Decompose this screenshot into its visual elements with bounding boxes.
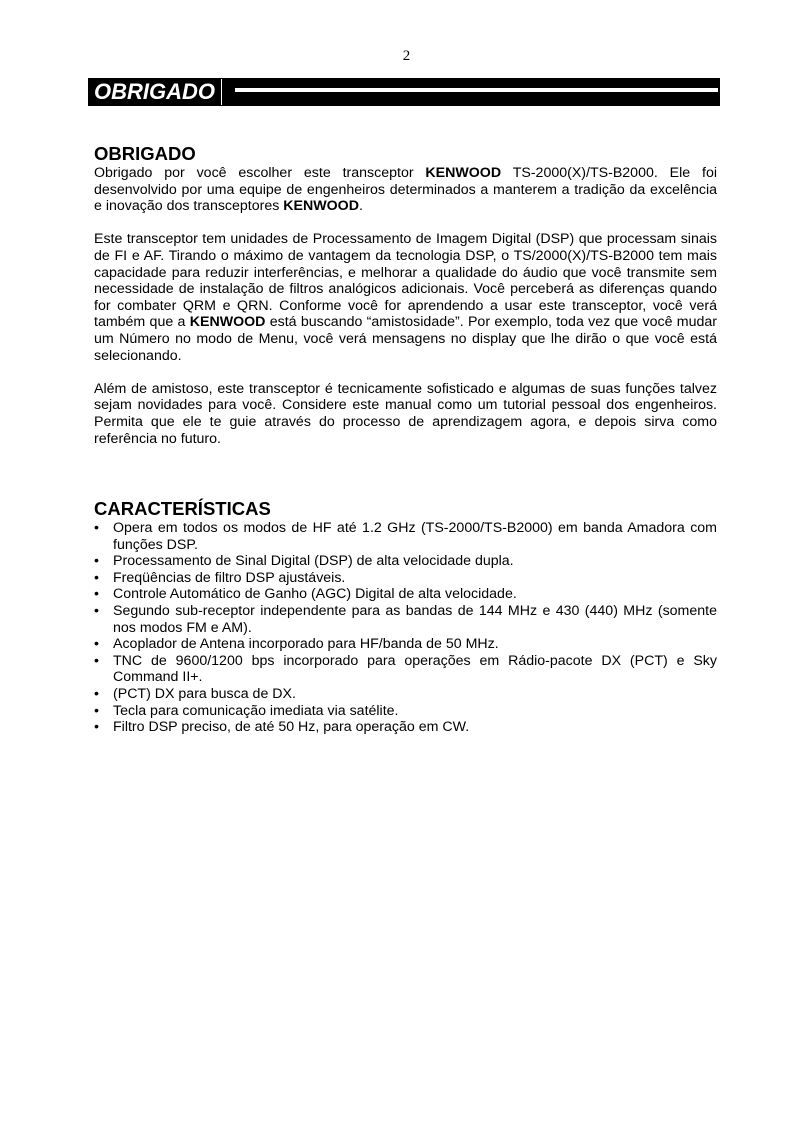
page-number: 2 [402,48,411,64]
banner-title: OBRIGADO [90,79,222,105]
brand-name: KENWOOD [425,165,502,181]
section-heading-caracteristicas: CARACTERÍSTICAS [94,498,271,520]
section-banner [88,78,720,106]
intro-paragraph: Obrigado por você escolher este transceptor KENWOOD TS-2000(X)/TS-B2000. Ele foi desenvolvido por uma equipe de engenheiros determinados a manterem a tradição da excelência e inovação dos transceptores KENWOOD. [94,165,717,215]
brand-name: KENWOOD [189,314,266,331]
bullet-icon: • [94,553,99,570]
brand-name: KENWOOD [283,198,359,215]
bullet-icon: • [94,702,99,719]
bullet-icon: • [94,719,99,736]
bullet-icon: • [94,603,99,620]
bullet-icon: • [94,686,99,703]
bullet-icon: • [94,652,99,669]
bullet-icon: • [94,569,99,586]
list-item: • Acoplador de Antena incorporado para HF/banda de 50 MHz. [94,636,499,653]
list-item: • Tecla para comunicação imediata via satélite. [94,702,399,719]
tutorial-paragraph: Além de amistoso, este transceptor é tecnicamente sofisticado e algumas de suas funções talvez sejam novidades para você. Considere este manual como um tutorial pessoal dos engenheiros. Permita que ele te guie através do processo de aprendizagem agora, e depois sirva como referência no futuro. [94,380,717,447]
list-item: • Freqüências de filtro DSP ajustáveis. [94,569,346,586]
list-item: • Opera em todos os modos de HF até 1.2 GHz (TS-2000/TS-B2000) em banda Amadora com funções DSP. [94,520,717,553]
bullet-icon: • [94,520,99,537]
banner-rule [235,88,718,92]
list-item: • Processamento de Sinal Digital (DSP) de alta velocidade dupla. [94,553,514,570]
bullet-icon: • [94,636,99,653]
dsp-paragraph: Este transceptor tem unidades de Processamento de Imagem Digital (DSP) que processam sinais de FI e AF. Tirando o máximo de vantagem da tecnologia DSP, o TS/2000(X)/TS-B2000 tem mais capacidade para reduzir interferências, e melhorar a qualidade do áudio que você transmite sem necessidade de instalação de filtros analógicos adicionais. Você perceberá as diferenças quando for combater QRM e QRN. Conforme você for aprendendo a usar este transceptor, você verá também que a KENWOOD está buscando “amistosidade”. Por exemplo, toda vez que você mudar um Número no modo de Menu, você verá mensagens no display que lhe dirão o que você está selecionando. [94,231,717,364]
features-list [94,520,717,736]
list-item: • Filtro DSP preciso, de até 50 Hz, para operação em CW. [94,719,470,736]
bullet-icon: • [94,586,99,603]
section-heading-obrigado: OBRIGADO [94,143,196,164]
page-content [94,143,717,736]
list-item: • Segundo sub-receptor independente para as bandas de 144 MHz e 430 (440) MHz (somente nos modos FM e AM). [94,603,717,636]
list-item: • (PCT) DX para busca de DX. [94,686,296,703]
list-item: • TNC de 9600/1200 bps incorporado para operações em Rádio-pacote DX (PCT) e Sky Command II+. [94,652,717,686]
list-item: • Controle Automático de Ganho (AGC) Digital de alta velocidade. [94,586,517,603]
